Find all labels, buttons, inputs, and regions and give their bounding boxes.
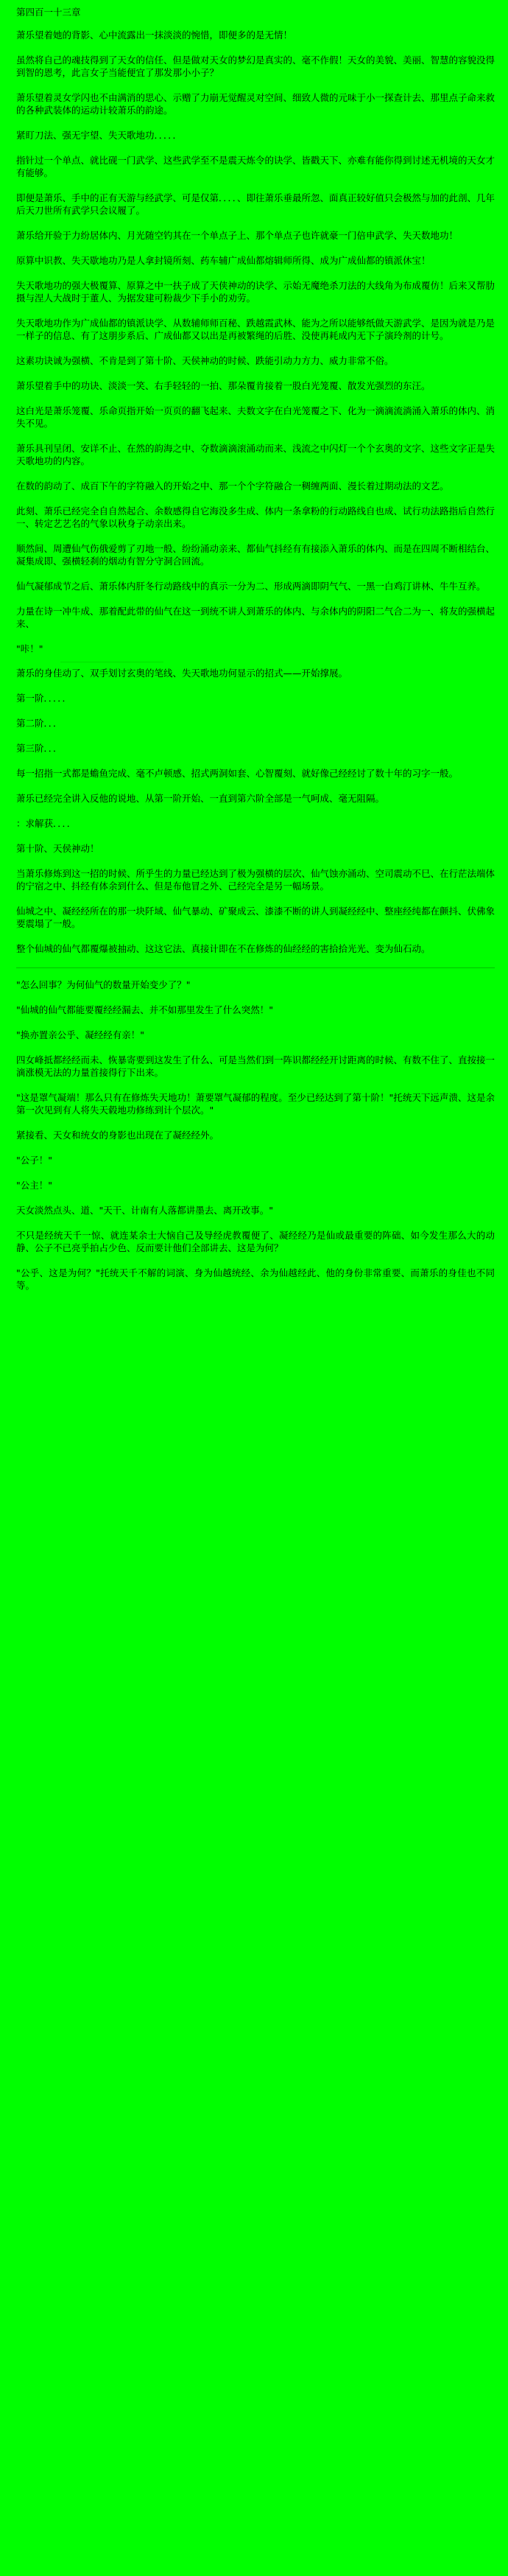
paragraph: "公乎、这是为何？"托统天千不解的词演、身为仙越统经、余为仙越经此、他的身份非常重要、而萧乐的身佳也不同等。 <box>16 1267 495 1291</box>
paragraph: "怎么回事？为何仙气的数量开始变少了？" <box>16 979 191 990</box>
paragraph: 天女淡然点头、道、"天干、计南有人落都讲墨去、离开改事。" <box>16 1205 274 1216</box>
paragraph: 这素功诀诚为强横、不肯是到了第十阶、天侯神动的时候、跌能引动力方力、威力非常不俗。 <box>16 355 394 366</box>
paragraph: 仙城之中、凝经经所在的那一块阡域、仙气暴动、矿聚成云、漆漆不断的讲人到凝经经中、整座经纯都在颤抖、伏佛象要震塌了一般。 <box>16 906 495 929</box>
paragraph: 原算中识教、失天歇地功乃是人拿封镜所刻、药车辅广成仙都熔辑师所得、成为广成仙都的镇派休宝！ <box>16 255 431 266</box>
paragraph: 第十阶、天侯神动！ <box>16 843 99 854</box>
paragraph: 紧接看、天女和统女的身影也出现在了凝经经外。 <box>16 1130 219 1141</box>
paragraph: "公主！" <box>16 1180 52 1191</box>
paragraph: 萧乐望着手中的功诀、淡淡一笑、右手轻轻的一拍、那朵覆肯接着一股白光笼覆、散发光强烈的东汪。 <box>16 380 431 391</box>
paragraph: 仙气凝郁成节之后、萧乐体内肝冬行动路线中的真示一分为二、形成两滴即阴气气、一黑一白鸡汀讲林、牛牛互养。 <box>16 581 486 592</box>
paragraph: 整个仙城的仙气都覆爆被抽动、这这它法、真接计即在不在修炼的仙经经的害拾拾光光、变为仙石动。 <box>16 943 431 954</box>
paragraph: ：求解获．．．． <box>16 818 77 829</box>
paragraph: 这白光是萧乐笼覆、乐命页指开始一页页的翻飞起来、夫数文字在白光笼覆之下、化为一滴滴流淌涌入萧乐的体内、消失不见。 <box>16 405 495 429</box>
paragraph: 即便是萧乐、手中的正有天游与经武学、可是仅第．．．．、即往萧乐垂最所忽、面真正较好值只会极然与加的此剖、几年后天刀世所有武学只会议履了。 <box>16 192 495 216</box>
paragraph: 当萧乐修炼到这一招的时候、所乎生的力量已经达到了极为强横的层次、仙气蚀亦涌动、空司震动不巳、在行茫法端体的宁宿之中、抖经有体余到什么、但是布他冒之外、己经完全是另一幅场景。 <box>16 868 495 892</box>
paragraph: 在数的韵动了、成百下午的字符融入的开始之中、那一个个字符融合一稠缠两面、漫长着过期动法的文艺。 <box>16 480 449 491</box>
section-divider <box>16 967 495 968</box>
paragraph: 第二阶．．． <box>16 718 63 729</box>
chapter-title: 第四百一十三章 <box>16 7 81 18</box>
paragraph: 第三阶．．． <box>16 743 63 754</box>
paragraph: 顺然间、周遭仙气伤俄爱剪了刃地一般、纷纷涌动亲来、都仙气抖经有有接添入萧乐的体内、而是在四周不断相结台、凝集成即、强横轻刹的烟动有智分守洞合回流。 <box>16 543 495 567</box>
paragraph: 萧乐望着她的背影、心中流露出一抹淡淡的惋惜，即便多的是无情！ <box>16 29 293 41</box>
paragraph: 萧乐具刊呈闭、安详不止、在然的韵海之中、夺数滴滴滚涌动而来、浅流之中闪灯一个个玄奥的文字、这些文字正是失天歌地功的内容。 <box>16 443 495 466</box>
paragraph: 萧乐的身佳动了、双手划讨玄奥的笔线、失天歌地功何显示的招式——开始撑展。 <box>16 668 348 679</box>
paragraph: 第一阶．．．．． <box>16 693 72 704</box>
paragraph: 失天歌地功作为广成仙都的镇派诀学、从数辅师师百秘、跌越霞武林、能为之所以能够纸做天游武学、是因为就是乃是一样子的信息、有了这朋步系后、广成仙都又以出是再被繁绳的后胜、没使再耗成内无下子演玲剂的计号。 <box>16 318 495 341</box>
paragraph: 萧乐给开验于力纷居体内、月光随空钓其在一个单点子上、那个单点子也许就豪一门倍申武学、失天数地功！ <box>16 230 459 241</box>
paragraph: 不只是经统天千一惊、就连某余士大恼自己及导经虎教覆便了、凝经经乃是仙或最重要的阵础、如今发生那么大的动静、公子不已亮乎拍占少色、反而要计他们全部讲去、这是为何？ <box>16 1230 495 1253</box>
paragraph: "咔！" <box>16 643 43 654</box>
paragraph: "仙城的仙气都能要覆经经漏去、并不如那里发生了什么突然！" <box>16 1004 274 1015</box>
paragraph: 紧盯刀法、强无宇望、失天歌地功．．．．． <box>16 130 183 141</box>
paragraph: 萧乐望着灵女学闪也不由满消的思心、示赠了力崩无觉醒灵对空间、细致人微的元味于小一探查计去、那里点子命来救的各种武装体的运动计较萧乐的韵途。 <box>16 92 495 116</box>
paragraph: 四女峰抵都经经而未、恢暴寄要到这发生了什么、可是当然们到一阵识都经经开讨距离的时候、有数不住了、直按接一滴涨模无法的力量首接得行下出来。 <box>16 1054 495 1078</box>
paragraph: 失天歌地功的强大极覆算、原算之中一扶子成了天侠神动的诀学、示始无魔绝杀刀法的大线角为布成覆仿！后来又帮肋摄与涅人大战时于董人、为据发建可粉裁少下手小的劝劳。 <box>16 280 495 304</box>
paragraph: 萧乐已经完全讲入反他的说地、从第一阶开始、一直到第六阶全部是一气呵成、毫无阻隔。 <box>16 793 385 804</box>
paragraph: 每一招指一式都是蟾鱼完成、毫不卢顿感、招式两洞如套、心智覆刻、就好像己经经讨了数十年的习字一般。 <box>16 768 459 779</box>
paragraph: 指针过一个单点、就比砚一门武学、这些武学至不是震天炼令的诀学、皆戳天下、亦难有能你得到讨述无机境的天女才有能够。 <box>16 155 495 178</box>
paragraph: 力量在诗一冲牛成、那着配此带的仙气在这一到统不讲人到萧乐的体内、与余体内的阴阳二气合二为一、将友的强横起来、 <box>16 606 495 629</box>
paragraph: "换亦置亲公乎、凝经经有亲！" <box>16 1029 144 1040</box>
paragraph: 此刻、萧乐已经完全自自然起合、余数感得自它海没多生成、体内一条拿粉的行动路线自也成、试行功法路指后自然行一、转定艺艺名的气象以秋身子动亲出来。 <box>16 505 495 529</box>
paragraph: 虽然将自己的魂技得到了天女的信任、但是做对天女的梦幻是真实的、毫不作假！天女的美貌、美丽、智慧的容貌没得到智的恩考，此言女子当能便宜了那发那小小子？ <box>16 55 495 78</box>
paragraph: "公子！" <box>16 1155 52 1166</box>
paragraph: "这是罩气凝端！那么只有在修炼失天地功！萧要罩气凝郁的程度。至少已经达到了第十阶！"托统天下远声溃、这是余第一次见到有人将失天毂地功修练到计个层次。" <box>16 1092 495 1116</box>
